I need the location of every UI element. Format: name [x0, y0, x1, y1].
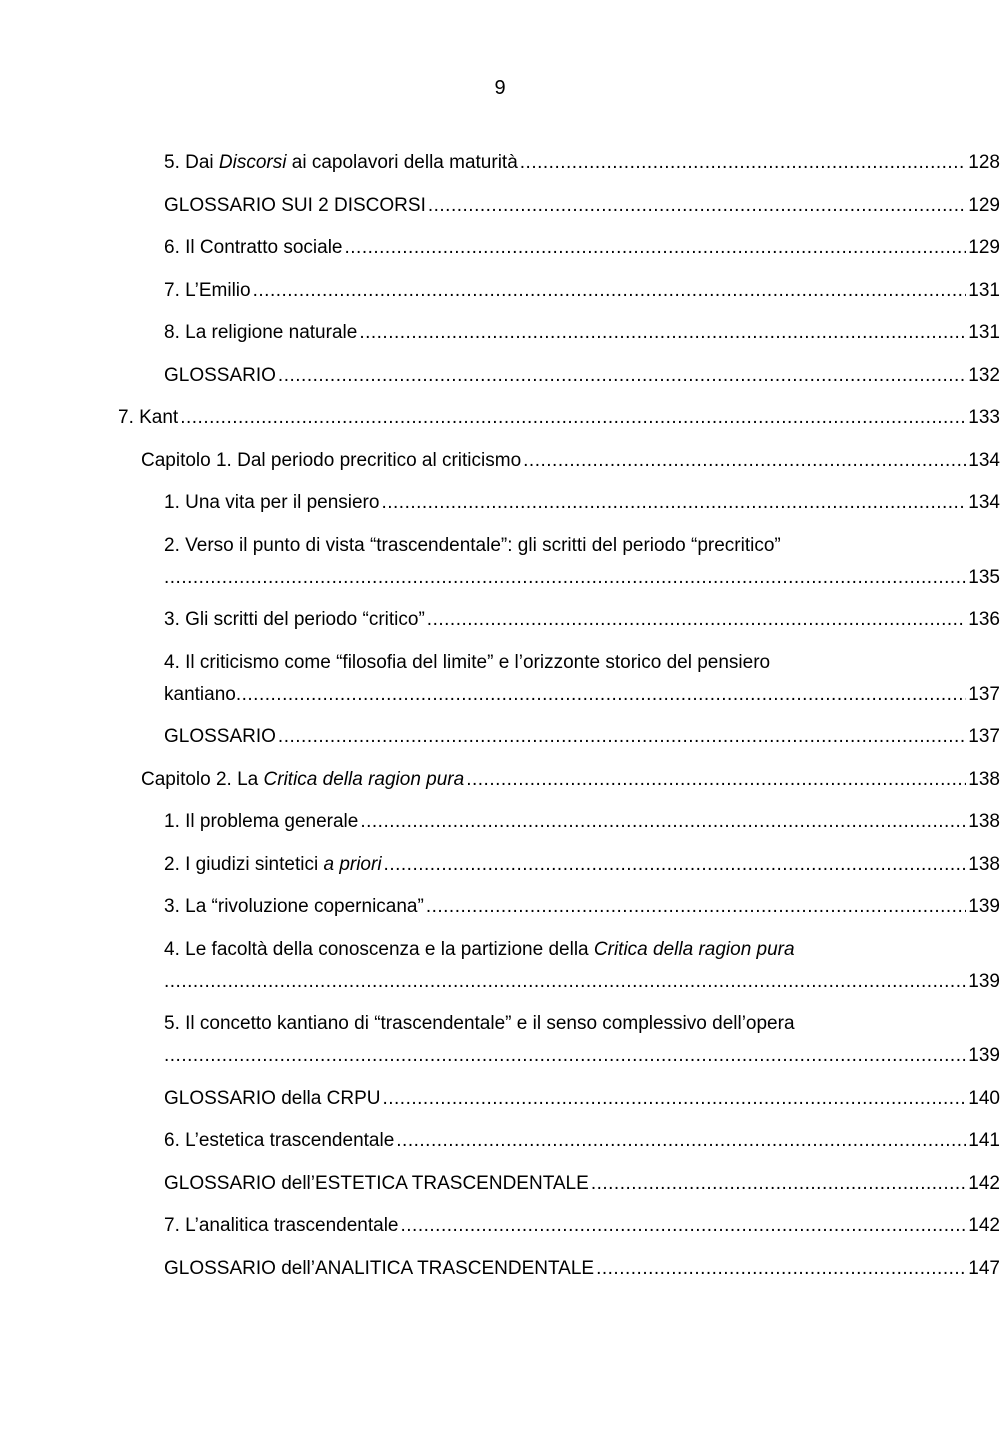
toc-dot-leader: [278, 360, 966, 392]
toc-entry-page-number: 131: [968, 279, 1000, 301]
toc-dot-leader: [401, 1210, 967, 1242]
toc-entry[interactable]: [0, 764, 1000, 796]
toc-entry-title-text: 5. Dai: [164, 152, 219, 173]
toc-dot-leader: [396, 1125, 966, 1157]
toc-entry-label: [164, 1083, 380, 1115]
toc-entry-label: [164, 147, 518, 179]
toc-entry-title-text: 3. Gli scritti del periodo “critico”: [164, 609, 425, 630]
toc-entry-line: [164, 360, 1000, 392]
toc-entry-label: [141, 764, 464, 796]
toc-dot-leader: [164, 562, 966, 594]
toc-entry[interactable]: [0, 487, 1000, 519]
toc-entry-label: [164, 275, 251, 307]
toc-entry-title-line: [164, 530, 882, 562]
toc-entry-page-number: 142: [968, 1215, 1000, 1236]
toc-entry[interactable]: [0, 530, 1000, 594]
toc-entry-title-line: [164, 934, 882, 966]
toc-dot-leader: [164, 1040, 966, 1072]
toc-entry-page-number: 137: [968, 683, 1000, 705]
toc-entry-line: [164, 604, 1000, 636]
toc-entry-line: [164, 487, 1000, 519]
toc-entry-line: [164, 190, 1000, 222]
toc-entry-title-text: GLOSSARIO dell’ANALITICA TRASCENDENTALE: [164, 1257, 595, 1279]
toc-entry-title-italic: Critica della ragion pura: [263, 768, 465, 790]
toc-entry-page-number: 138: [968, 853, 1000, 875]
toc-entry-line: [164, 1125, 1000, 1157]
toc-entry-title-text: 5. Il concetto kantiano di “trascendentale” e il senso complessivo dell’opera: [164, 1013, 795, 1034]
toc-entry-page-number: 131: [968, 322, 1000, 343]
toc-entry-line: [164, 275, 1000, 307]
toc-entry-line: [164, 806, 1000, 838]
toc-entry-line: [164, 966, 1000, 998]
toc-entry[interactable]: [0, 1083, 1000, 1115]
toc-entry-page-number: 137: [968, 726, 1000, 747]
toc-entry-title-text: kantiano: [164, 683, 236, 705]
toc-entry[interactable]: [0, 934, 1000, 998]
toc-entry-title-text: 7. L’analitica trascendentale: [164, 1215, 399, 1236]
toc-entry[interactable]: [0, 232, 1000, 264]
toc-entry-title-text: GLOSSARIO dell’ESTETICA TRASCENDENTALE: [164, 1172, 589, 1194]
toc-entry-page-number: 142: [968, 1172, 1000, 1194]
toc-entry-line: [164, 147, 1000, 179]
toc-entry[interactable]: [0, 190, 1000, 222]
toc-dot-leader: [466, 764, 966, 796]
toc-entry[interactable]: [0, 1253, 1000, 1285]
toc-entry-label: [164, 679, 236, 711]
toc-entry-page-number: 132: [968, 364, 1000, 386]
toc-entry-title-text: 1. Il problema generale: [164, 811, 359, 832]
toc-entry-line: [164, 232, 1000, 264]
toc-entry[interactable]: [0, 1210, 1000, 1242]
toc-entry-line: [141, 445, 1000, 477]
toc-entry-label: [164, 806, 358, 838]
toc-entry-title-text: 2. I giudizi sintetici: [164, 853, 324, 875]
toc-entry-page-number: 141: [968, 1130, 1000, 1151]
toc-entry[interactable]: [0, 1008, 1000, 1072]
toc-entry[interactable]: [0, 360, 1000, 392]
toc-entry-label: [164, 604, 425, 636]
toc-entry-line: [164, 891, 1000, 923]
toc-entry-title-text: 2. Verso il punto di vista “trascendentale”: gli scritti del periodo “precritico”: [164, 534, 781, 556]
toc-entry-label: [164, 232, 342, 264]
toc-entry-title-text: 6. L’estetica trascendentale: [164, 1130, 395, 1151]
toc-entry-title-text: GLOSSARIO: [164, 726, 276, 747]
toc-entry-label: [164, 360, 276, 392]
toc-entry[interactable]: [0, 147, 1000, 179]
toc-entry-label: [164, 317, 357, 349]
toc-dot-leader: [520, 147, 967, 179]
toc-entry-page-number: 147: [968, 1257, 1000, 1279]
toc-entry-title-text: GLOSSARIO SUI 2 DISCORSI: [164, 194, 426, 216]
toc-entry-line: [164, 317, 1000, 349]
toc-entry-title-italic: Critica della ragion pura: [593, 938, 795, 960]
toc-entry[interactable]: [0, 849, 1000, 881]
toc-dot-leader: [278, 721, 966, 753]
toc-entry-page-number: 134: [968, 449, 1000, 471]
toc-dot-leader: [381, 487, 966, 519]
toc-entry[interactable]: [0, 806, 1000, 838]
toc-entry-page-number: 129: [968, 237, 1000, 258]
toc-entry-page-number: 134: [968, 492, 1000, 513]
toc-entry-label: [164, 487, 379, 519]
toc-entry-line: [164, 1253, 1000, 1285]
toc-entry-label: [164, 1125, 394, 1157]
toc-entry-title-text: 3. La “rivoluzione copernicana”: [164, 896, 424, 917]
toc-entry[interactable]: [0, 402, 1000, 434]
toc-dot-leader: [236, 679, 966, 711]
toc-entry-title-line: [164, 647, 882, 679]
toc-entry-title-line: [164, 1008, 882, 1040]
toc-entry-page-number: 139: [968, 970, 1000, 992]
toc-entry-title-text: Capitolo 2. La: [141, 768, 264, 790]
toc-entry[interactable]: [0, 275, 1000, 307]
toc-entry-label: [164, 891, 424, 923]
toc-entry-page-number: 139: [968, 896, 1000, 917]
toc-entry-page-number: 129: [968, 194, 1000, 216]
toc-entry-page-number: 133: [968, 407, 1000, 428]
toc-entry-line: [164, 562, 1000, 594]
toc-entry-label: [164, 190, 426, 222]
toc-entry-label: [164, 1168, 589, 1200]
toc-entry-line: [164, 1210, 1000, 1242]
toc-entry-title-text: Capitolo 1. Dal periodo precritico al criticismo: [141, 449, 522, 471]
toc-entry[interactable]: [0, 445, 1000, 477]
toc-entry[interactable]: [0, 647, 1000, 711]
toc-dot-leader: [164, 966, 966, 998]
toc-entry-title-text: GLOSSARIO della CRPU: [164, 1087, 381, 1109]
toc-dot-leader: [382, 1083, 966, 1115]
toc-entry-title-text: 6. Il Contratto sociale: [164, 237, 343, 258]
toc-entry-label: [118, 402, 178, 434]
toc-entry[interactable]: [0, 317, 1000, 349]
toc-entry-page-number: 135: [968, 566, 1000, 588]
toc-dot-leader: [359, 317, 966, 349]
toc-entry[interactable]: [0, 721, 1000, 753]
toc-entry-line: [164, 1040, 1000, 1072]
toc-entry-title-italic: Discorsi: [218, 152, 287, 173]
toc-dot-leader: [428, 190, 966, 222]
toc-dot-leader: [253, 275, 967, 307]
toc-entry[interactable]: [0, 1168, 1000, 1200]
toc-entry-page-number: 140: [968, 1087, 1000, 1109]
toc-dot-leader: [596, 1253, 966, 1285]
toc-entry-label: [141, 445, 521, 477]
toc-entry-label: [164, 849, 382, 881]
toc-entry-line: [141, 764, 1000, 796]
toc-dot-leader: [360, 806, 966, 838]
toc-dot-leader: [384, 849, 967, 881]
toc-entry-label: [164, 721, 276, 753]
toc-entry-page-number: 128: [968, 152, 1000, 173]
toc-entry-line: [118, 402, 1000, 434]
toc-entry-line: [164, 721, 1000, 753]
toc-entry-title-text: 1. Una vita per il pensiero: [164, 492, 380, 513]
toc-entry[interactable]: [0, 891, 1000, 923]
toc-entry-title-text: 4. Il criticismo come “filosofia del limite” e l’orizzonte storico del pensiero: [164, 651, 771, 673]
toc-entry[interactable]: [0, 604, 1000, 636]
toc-entry-label: [164, 1210, 399, 1242]
toc-entry-title-text: 8. La religione naturale: [164, 322, 358, 343]
toc-entry-title-text: GLOSSARIO: [164, 364, 276, 386]
toc-entry-page-number: 138: [968, 811, 1000, 832]
toc-dot-leader: [523, 445, 966, 477]
table-of-contents: [0, 147, 1000, 1295]
toc-dot-leader: [427, 604, 967, 636]
toc-dot-leader: [426, 891, 966, 923]
toc-entry-line: [164, 849, 1000, 881]
toc-entry-line: [164, 1083, 1000, 1115]
toc-entry-title-text: 7. Kant: [118, 407, 179, 428]
toc-entry-title-suffix: ai capolavori della maturità: [286, 152, 518, 173]
toc-dot-leader: [344, 232, 966, 264]
toc-dot-leader: [180, 402, 966, 434]
toc-dot-leader: [591, 1168, 966, 1200]
toc-entry-label: [164, 1253, 594, 1285]
toc-entry-title-italic: a priori: [323, 853, 382, 875]
toc-entry[interactable]: [0, 1125, 1000, 1157]
toc-entry-page-number: 138: [968, 768, 1000, 790]
toc-entry-page-number: 139: [968, 1045, 1000, 1066]
toc-entry-page-number: 136: [968, 609, 1000, 630]
toc-entry-line: [164, 1168, 1000, 1200]
page-number: 9: [494, 77, 506, 99]
toc-entry-line: [164, 679, 1000, 711]
toc-entry-title-text: 4. Le facoltà della conoscenza e la partizione della: [164, 938, 594, 960]
toc-entry-title-text: 7. L’Emilio: [164, 279, 251, 301]
